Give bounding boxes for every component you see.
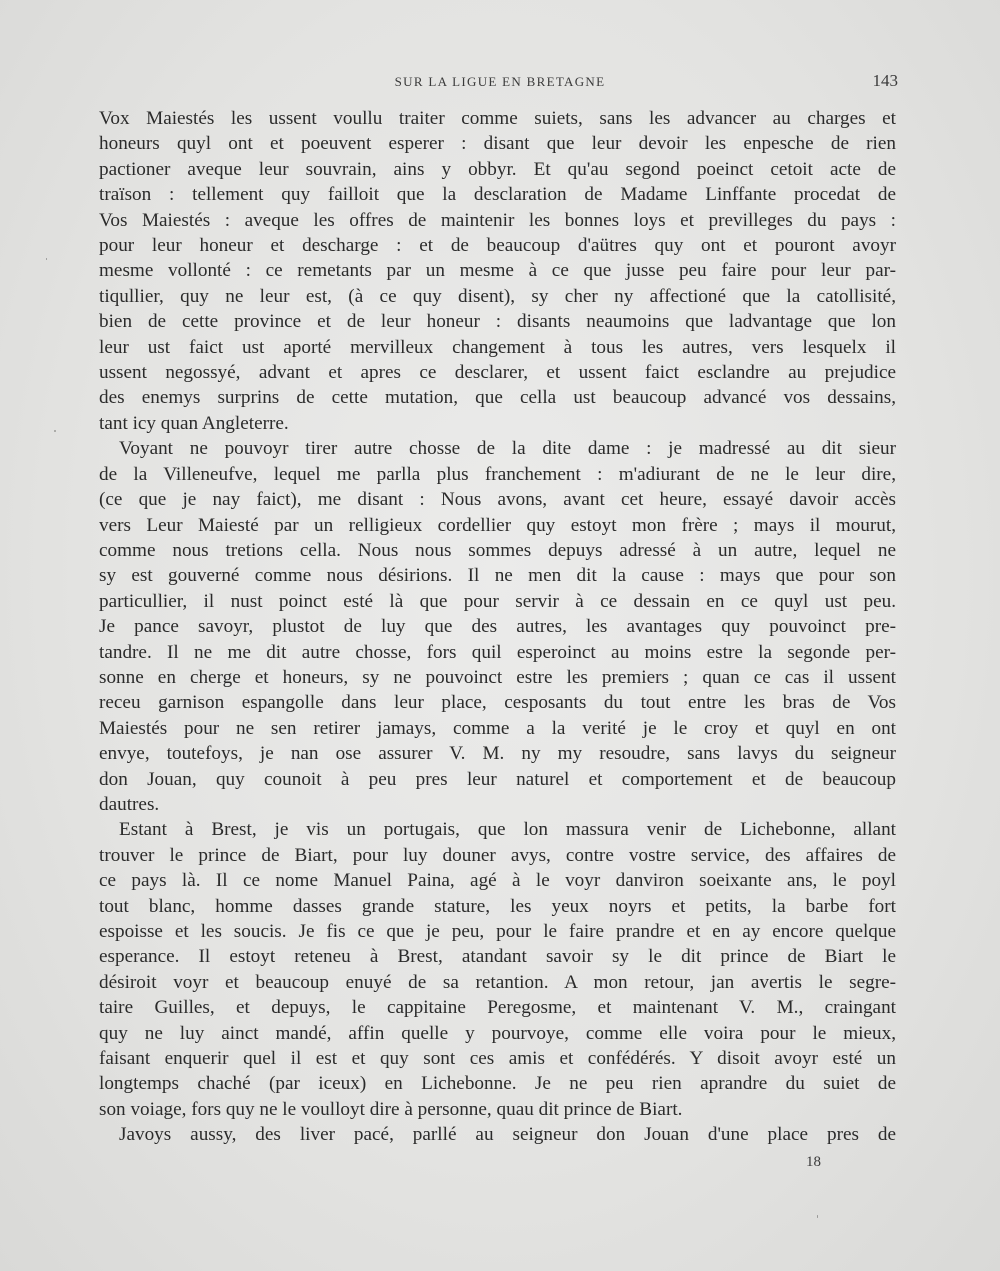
text-line: son voiage, fors quy ne le voulloyt dire à personne, quau dit prince de Biart. <box>99 1098 683 1120</box>
text-line: longtemps chaché (par iceux) en Lichebonne. Je ne peu rien aprandre du suiet de <box>99 1073 896 1095</box>
text-line: honeurs quyl ont et poeuvent esperer : disant que leur devoir les enpesche de rien <box>99 133 896 155</box>
text-line: désiroit voyr et beaucoup enuyé de sa retantion. A mon retour, jan avertis le segre- <box>99 971 896 993</box>
text-line: Vos Maiestés : aveque les offres de maintenir les bonnes loys et previlleges du pays : <box>99 209 896 231</box>
text-line: Je pance savoyr, plustot de luy que des autres, les avantages quy pouvoinct pre- <box>99 616 896 638</box>
text-line: trouver le prince de Biart, pour luy douner avys, contre vostre service, des affaires de <box>99 844 896 866</box>
text-line: bien de cette province et de leur honeur : disants neaumoins que ladvantage que lon <box>99 311 896 333</box>
text-line: (ce que je nay faict), me disant : Nous avons, avant cet heure, essayé davoir accès <box>99 489 896 511</box>
text-line: Javoys aussy, des liver pacé, parllé au seigneur don Jouan d'une place pres de <box>119 1124 896 1146</box>
signature-mark: 18 <box>806 1154 821 1170</box>
text-line: ussent negossyé, advant et apres ce desclarer, et ussent faict esclandre au prejudice <box>99 362 896 384</box>
text-line: Estant à Brest, je vis un portugais, que lon massura venir de Lichebonne, allant <box>119 819 896 841</box>
text-line: de la Villeneufve, lequel me parlla plus franchement : m'adiurant de ne le leur dire, <box>99 463 896 485</box>
text-line: taire Guilles, et depuys, le cappitaine Peregosme, et maintenant V. M., craingant <box>99 997 896 1019</box>
text-line: tant icy quan Angleterre. <box>99 412 289 434</box>
text-line: sonne en cherge et honeurs, sy ne pouvoinct estre les premiers ; quan ce cas il ussent <box>99 666 896 688</box>
text-line: espoisse et les soucis. Je fis ce que je peu, pour le faire prandre et en ay encore quelque <box>99 921 896 942</box>
paragraph <box>99 817 896 1122</box>
text-line: faisant enquerir quel il est et quy sont ces amis et confédérés. Y disoit avoyr esté un <box>99 1048 896 1070</box>
page-number: 143 <box>872 71 898 90</box>
text-line: pactioner aveque leur souvrain, ains y obbyr. Et qu'au segond poeinct cetoit acte de <box>99 158 896 180</box>
text-line: don Jouan, quy counoit à peu pres leur naturel et comportement et de beaucoup <box>99 768 896 790</box>
text-line: tandre. Il ne me dit autre chosse, fors quil esperoinct au moins estre la segonde per- <box>99 641 896 663</box>
text-line: Voyant ne pouvoyr tirer autre chosse de la dite dame : je madressé au dit sieur <box>119 438 896 460</box>
body-text <box>99 106 896 1148</box>
text-line: Vox Maiestés les ussent voullu traiter comme suiets, sans les advancer au charges et <box>99 108 896 129</box>
text-line: tout blanc, homme dasses grande stature, les yeux noyrs et petits, la barbe fort <box>99 895 896 917</box>
text-line: leur ust faict ust aporté mervilleux changement à tous les autres, vers lesquelx il <box>99 336 896 358</box>
text-line: dautres. <box>99 793 160 815</box>
text-line: traïson : tellement quy failloit que la desclaration de Madame Linffante procedat de <box>99 184 896 206</box>
text-line: tiqullier, quy ne leur est, (à ce quy disent), sy cher ny affectioné que la catollisité, <box>99 285 896 307</box>
text-line: Maiestés pour ne sen retirer jamays, comme a la verité je le croy et quyl en ont <box>99 717 896 739</box>
text-line: sy est gouverné comme nous désirions. Il ne men dit la cause : mays que pour son <box>99 565 896 587</box>
paper-speck <box>54 430 56 432</box>
running-title: SUR LA LIGUE EN BRETAGNE <box>394 74 606 89</box>
text-line: esperance. Il estoyt reteneu à Brest, atandant savoir sy le dit prince de Biart le <box>99 946 896 968</box>
running-header <box>100 72 900 92</box>
text-line: envye, toutefoys, je nan ose assurer V. M. ny my resoudre, sans lavys du seigneur <box>99 743 896 765</box>
paragraph <box>99 1122 896 1147</box>
text-line: particullier, il nust poinct esté là que pour servir à ce dessain en ce quyl ust peu. <box>99 590 896 612</box>
paragraph <box>99 436 896 817</box>
text-line: comme nous tretions cella. Nous nous sommes depuys adressé à un autre, lequel ne <box>99 539 896 561</box>
text-line: vers Leur Maiesté par un relligieux cordellier quy estoyt mon frère ; mays il mourut, <box>99 514 896 536</box>
text-line: pour leur honeur et descharge : et de beaucoup d'aütres quy ont et pouront avoyr <box>99 235 896 257</box>
text-line: quy ne luy ainct mandé, affin quelle y pourvoye, comme elle voira pour le mieux, <box>99 1022 896 1044</box>
paragraph <box>99 106 896 436</box>
paper-speck <box>46 258 47 260</box>
paper-speck <box>817 1215 818 1218</box>
text-line: ce pays là. Il ce nome Manuel Paina, agé à le voyr danviron soeixante ans, le poyl <box>99 870 896 892</box>
text-line: receu garnison espangolle dans leur place, cesposants du tout entre les bras de Vos <box>99 692 896 714</box>
text-line: mesme vollonté : ce remetants par un mesme à ce que jusse peu faire pour leur par- <box>99 260 896 282</box>
text-line: des enemys surprins de cette mutation, que cella ust beaucoup advancé vos dessains, <box>99 387 896 409</box>
